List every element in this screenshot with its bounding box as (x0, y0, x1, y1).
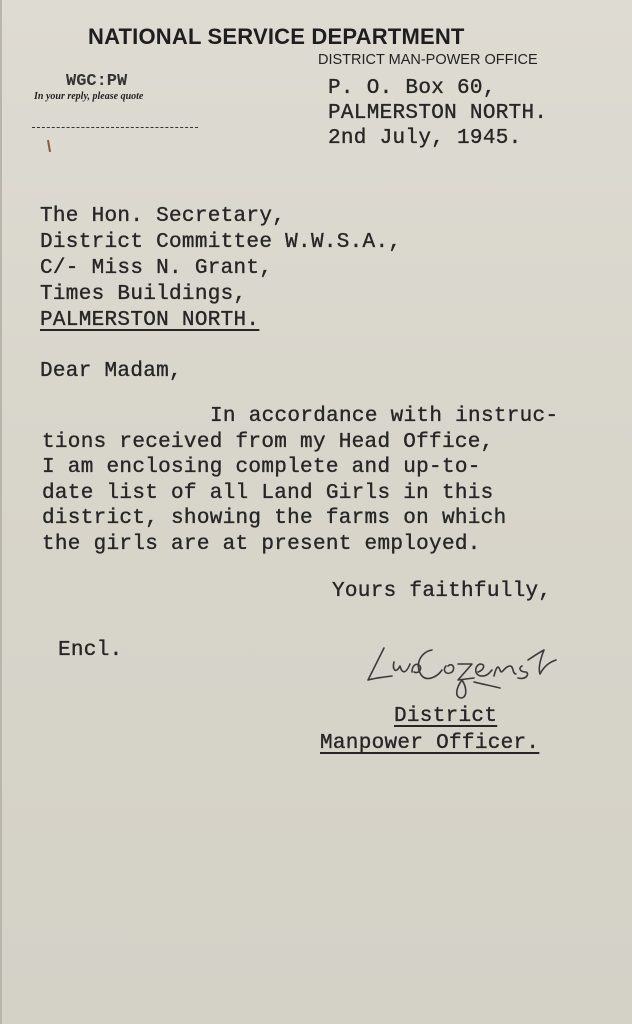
recipient-line: C/- Miss N. Grant, (40, 257, 273, 280)
ink-mark (47, 140, 51, 152)
sender-address (328, 76, 547, 151)
body-line: date list of all Land Girls in this (42, 481, 494, 505)
recipient-city: PALMERSTON NORTH. (40, 309, 260, 332)
recipient-line: Times Buildings, (40, 283, 247, 306)
body-line: I am enclosing complete and up-to- (42, 456, 481, 479)
reference-instruction: In your reply, please quote (34, 91, 144, 102)
body-line: the girls are at present employed. (42, 532, 481, 556)
reference-rule (32, 127, 198, 128)
recipient-address (40, 204, 401, 334)
address-po-box: P. O. Box 60, (328, 77, 496, 100)
enclosure-note: Encl. (58, 639, 123, 662)
recipient-line: The Hon. Secretary, (40, 205, 286, 228)
body-line: district, showing the farms on which (42, 507, 507, 530)
letter-body (42, 404, 558, 557)
reference-code: WGC:PW (66, 72, 128, 91)
salutation: Dear Madam, (40, 360, 182, 383)
office-name: DISTRICT MAN-POWER OFFICE (318, 52, 538, 68)
letter-date: 2nd July, 1945. (328, 127, 522, 150)
body-line: In accordance with instruc- (210, 405, 559, 428)
title-line: District (394, 705, 498, 728)
department-heading: NATIONAL SERVICE DEPARTMENT (88, 24, 465, 49)
address-city: PALMERSTON NORTH. (328, 102, 548, 125)
title-line: Manpower Officer. (320, 732, 540, 755)
handwritten-signature (362, 636, 612, 712)
signatory-title (320, 703, 539, 757)
body-line: tions received from my Head Office, (42, 430, 494, 454)
recipient-line: District Committee W.W.S.A., (40, 231, 402, 254)
closing: Yours faithfully, (332, 580, 552, 603)
